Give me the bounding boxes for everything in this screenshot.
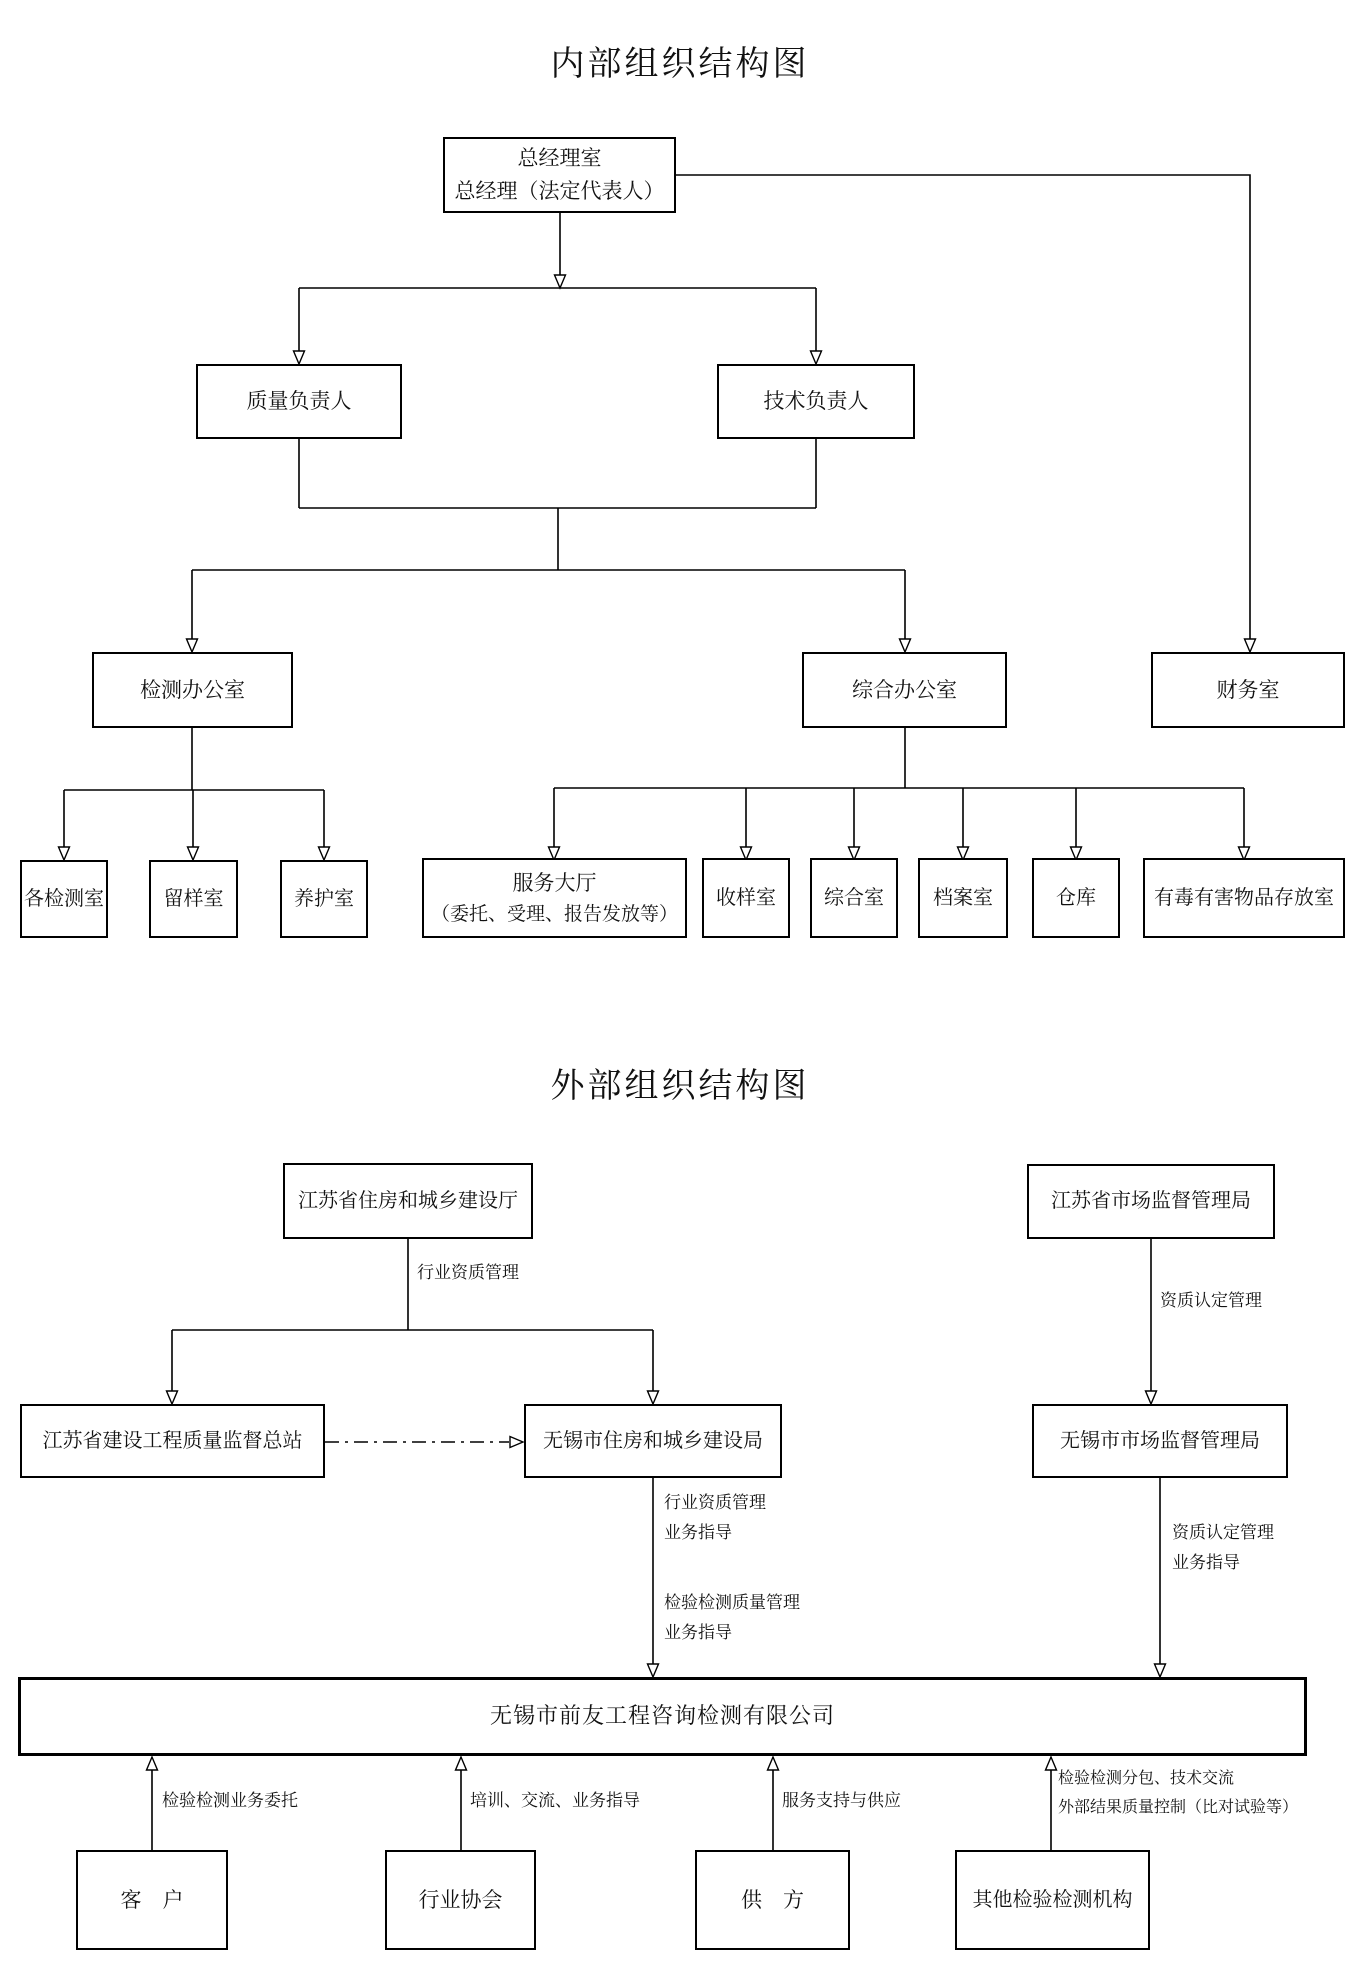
node-label: 服务大厅	[512, 871, 597, 895]
node-testing-rooms: 各检测室	[20, 860, 108, 938]
arrowhead-down-icon	[188, 847, 199, 860]
arrowhead-down-icon	[167, 1391, 178, 1404]
internal-diagram-title: 内部组织结构图	[550, 46, 810, 83]
arrowhead-down-icon	[1155, 1664, 1166, 1677]
arrowhead-up-icon	[1046, 1757, 1057, 1770]
arrowhead-down-icon	[319, 847, 330, 860]
edge-label-line: 业务指导	[664, 1523, 732, 1542]
edge-manager-merge	[299, 439, 816, 570]
arrowhead-down-icon	[648, 1391, 659, 1404]
edge-label-qual-mgmt-guide	[1172, 1518, 1274, 1578]
node-customer: 客 户	[76, 1850, 228, 1950]
node-label: （委托、受理、报告发放等）	[430, 903, 678, 925]
node-general-manager-office	[443, 137, 676, 213]
arrowhead-down-icon	[900, 639, 911, 652]
edge-testing-children	[64, 728, 324, 847]
edge-label-line: 业务指导	[1172, 1553, 1240, 1572]
arrowhead-down-icon	[1245, 639, 1256, 652]
internal-connectors	[64, 175, 1250, 847]
external-diagram-title: 外部组织结构图	[550, 1068, 810, 1105]
node-wx-market-bureau: 无锡市市场监督管理局	[1032, 1404, 1288, 1478]
node-quality-manager: 质量负责人	[196, 364, 402, 439]
node-company: 无锡市前友工程咨询检测有限公司	[18, 1677, 1307, 1756]
node-sample-retention-room: 留样室	[149, 860, 238, 938]
node-general-office: 综合办公室	[802, 652, 1007, 728]
edge-label-commission: 检验检测业务委托	[162, 1791, 298, 1810]
arrowhead-down-icon	[648, 1664, 659, 1677]
node-other-testing-agencies: 其他检验检测机构	[955, 1850, 1150, 1950]
edge-office-bus	[192, 570, 905, 639]
edge-general-children	[554, 728, 1244, 847]
external-connectors	[152, 1239, 1160, 1850]
node-warehouse: 仓库	[1032, 858, 1120, 938]
node-curing-room: 养护室	[280, 860, 368, 938]
arrowhead-down-icon	[187, 639, 198, 652]
node-js-housing-dept: 江苏省住房和城乡建设厅	[283, 1163, 533, 1239]
node-label: 总经理（法定代表人）	[454, 179, 665, 203]
node-wx-housing-bureau: 无锡市住房和城乡建设局	[524, 1404, 782, 1478]
node-comprehensive-room: 综合室	[810, 858, 898, 938]
edge-label-qualification-mgmt: 资质认定管理	[1160, 1291, 1262, 1310]
edge-label-quality-mgmt-guide	[664, 1588, 800, 1648]
edge-label-subcontract	[1058, 1764, 1298, 1822]
edge-label-industry-qual-guide	[664, 1488, 766, 1548]
node-sample-receiving-room: 收样室	[702, 858, 790, 938]
edge-label-line: 检验检测分包、技术交流	[1058, 1770, 1235, 1787]
node-js-quality-supervision-station: 江苏省建设工程质量监督总站	[20, 1404, 325, 1478]
node-service-hall	[422, 858, 687, 938]
edge-label-industry-qualification: 行业资质管理	[417, 1263, 519, 1282]
edge-label-line: 行业资质管理	[664, 1493, 766, 1512]
arrowhead-up-icon	[768, 1757, 779, 1770]
edge-label-line: 外部结果质量控制（比对试验等）	[1058, 1799, 1299, 1816]
arrowhead-down-icon	[294, 351, 305, 364]
node-technical-manager: 技术负责人	[717, 364, 915, 439]
arrowhead-down-icon	[59, 847, 70, 860]
node-supplier: 供 方	[695, 1850, 850, 1950]
edge-label-line: 业务指导	[664, 1623, 732, 1642]
arrowhead-down-icon	[1146, 1391, 1157, 1404]
arrowhead-down-icon	[811, 351, 822, 364]
edge-label-training: 培训、交流、业务指导	[470, 1791, 640, 1810]
node-js-market-bureau: 江苏省市场监督管理局	[1027, 1164, 1275, 1239]
edge-label-line: 检验检测质量管理	[664, 1593, 800, 1612]
node-archives-room: 档案室	[918, 858, 1008, 938]
arrowhead-up-icon	[147, 1757, 158, 1770]
node-finance-office: 财务室	[1151, 652, 1345, 728]
node-toxic-storage-room: 有毒有害物品存放室	[1143, 858, 1345, 938]
arrowhead-right-icon	[510, 1437, 523, 1448]
node-testing-office: 检测办公室	[92, 652, 293, 728]
edge-jshousing-split	[172, 1239, 653, 1391]
arrowheads	[59, 275, 1256, 1770]
node-industry-association: 行业协会	[385, 1850, 536, 1950]
arrowhead-up-icon	[456, 1757, 467, 1770]
node-label: 总经理室	[517, 146, 602, 171]
arrowhead-down-icon	[555, 275, 566, 288]
edge-label-service-supply: 服务支持与供应	[782, 1791, 901, 1810]
edge-label-line: 资质认定管理	[1172, 1523, 1274, 1542]
